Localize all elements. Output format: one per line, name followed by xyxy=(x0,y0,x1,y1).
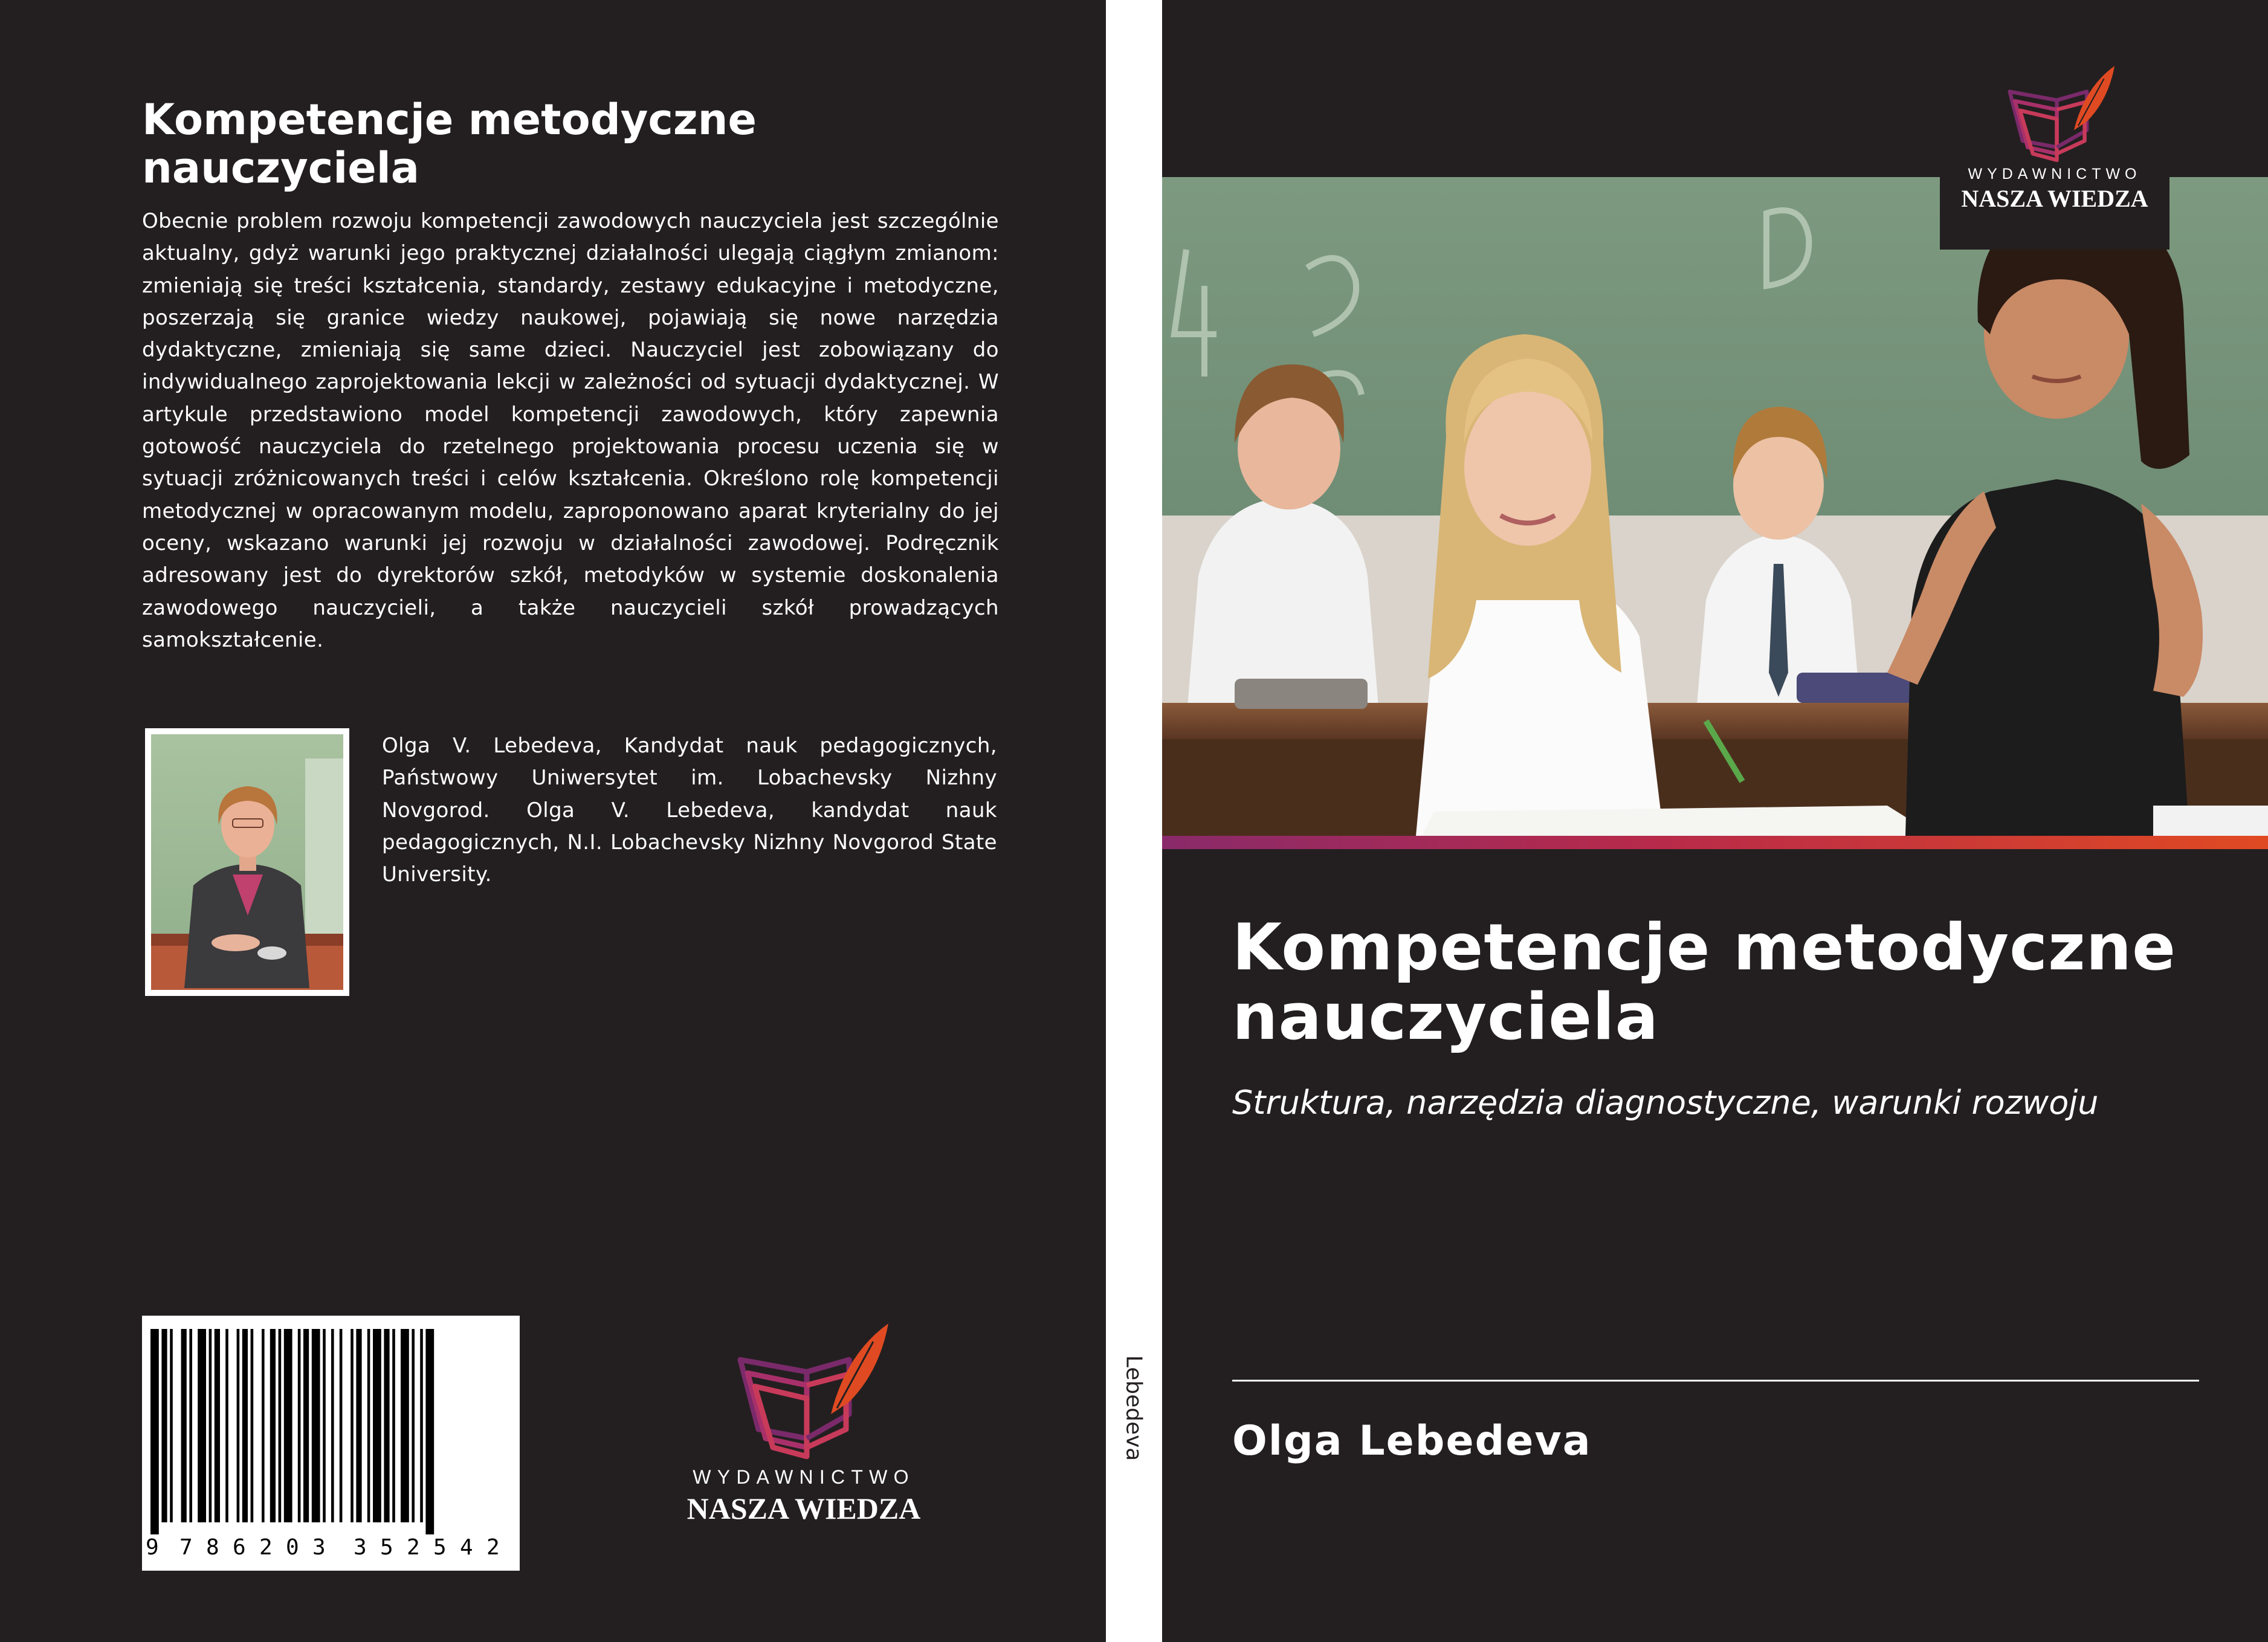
barcode-bar xyxy=(279,1329,282,1522)
publisher-name-line2: NASZA WIEDZA xyxy=(1961,185,2148,212)
front-logo-box xyxy=(1940,48,2169,250)
isbn-digit: 9 xyxy=(146,1535,159,1560)
isbn-digit: 0 xyxy=(286,1535,299,1560)
accent-stripe xyxy=(1162,836,2268,849)
barcode-bar xyxy=(198,1329,206,1522)
barcode-bar xyxy=(161,1329,167,1522)
classroom-photo xyxy=(1162,177,2268,836)
back-cover xyxy=(0,0,1106,1642)
barcode-bar xyxy=(237,1329,240,1522)
barcode-bar xyxy=(209,1329,212,1522)
isbn-digit: 2 xyxy=(407,1535,420,1560)
barcode-graphic xyxy=(142,1316,520,1571)
barcode-bar xyxy=(323,1329,326,1522)
barcode-bar xyxy=(312,1329,320,1522)
isbn-digit: 2 xyxy=(486,1535,500,1560)
divider-line xyxy=(1232,1380,2199,1382)
barcode-bar xyxy=(331,1329,334,1522)
isbn-digit: 5 xyxy=(380,1535,393,1560)
spine xyxy=(1106,0,1162,1642)
isbn-digit: 5 xyxy=(433,1535,447,1560)
isbn-barcode xyxy=(142,1316,520,1571)
barcode-bar xyxy=(356,1329,361,1522)
back-cover-blurb: Obecnie problem rozwoju kompetencji zawodowych nauczyciela jest szczególnie aktualny, gdyż warunki jego praktycznej działalności ulegają ciągłym zmianom: zmieniają się treści kształcenia, standardy, zestawy edukacyjne i metodyczne, poszerzają się granice wiedzy naukowej, pojawiają się nowe narzędzia dydaktyczne, zmieniają się same dzieci. Nauczyciel jest zobowiązany do indywidualnego zaprojektowania lekcji w zależności od sytuacji dydaktycznej. W artykule przedstawiono model kompetencji zawodowych, który zapewnia gotowość nauczyciela do rzetelnego projektowania procesu uczenia się w sytuacji zróżnicowanych treści i celów kształcenia. Określono rolę kompetencji metodycznej w opracowanym modelu, zaproponowano aparat kryterialny do jej oceny, wskazano warunki jej rozwoju w działalności zawodowej. Podręcznik adresowany jest do dyrektorów szkół, metodyków w systemie doskonalenia zawodowego nauczycieli, a także nauczycieli szkół prowadzących samokształcenie. xyxy=(142,209,999,652)
isbn-digit: 8 xyxy=(206,1535,219,1560)
barcode-bar xyxy=(181,1329,187,1522)
isbn-digit: 7 xyxy=(179,1535,193,1560)
spine-author: Lebedeva xyxy=(1121,1355,1146,1461)
publisher-name-line2: NASZA WIEDZA xyxy=(687,1492,921,1525)
barcode-bar xyxy=(284,1329,292,1522)
barcode-bar xyxy=(225,1329,228,1522)
publisher-name-line1: WYDAWNICTWO xyxy=(693,1466,915,1488)
isbn-digit: 2 xyxy=(259,1535,273,1560)
isbn-digit: 3 xyxy=(312,1535,326,1560)
barcode-bar xyxy=(215,1329,220,1522)
isbn-digit: 3 xyxy=(354,1535,367,1560)
barcode-bar xyxy=(170,1329,173,1522)
author-portrait-image xyxy=(151,734,343,990)
isbn-digit: 4 xyxy=(460,1535,473,1560)
barcode-bar xyxy=(412,1329,415,1522)
front-cover-subtitle: Struktura, narzędzia diagnostyczne, warunki rozwoju xyxy=(1232,1084,2099,1122)
barcode-bar xyxy=(270,1329,276,1522)
front-cover-title: Kompetencje metodyczne nauczyciela xyxy=(1232,910,2177,1054)
barcode-bar xyxy=(303,1329,309,1522)
book-quill-icon xyxy=(716,1317,891,1463)
classroom-image xyxy=(1162,177,2268,836)
front-publisher-logo xyxy=(1940,62,2169,213)
barcode-bar xyxy=(189,1329,192,1522)
isbn-digit: 6 xyxy=(233,1535,246,1560)
barcode-bar xyxy=(150,1329,159,1534)
front-cover xyxy=(1162,0,2268,1642)
barcode-bar xyxy=(420,1329,423,1522)
barcode-bar xyxy=(392,1329,395,1522)
book-quill-icon xyxy=(1991,62,2118,164)
barcode-bar xyxy=(251,1329,254,1522)
publisher-name-line1: WYDAWNICTWO xyxy=(1968,166,2142,183)
barcode-bar xyxy=(373,1329,381,1522)
author-bio: Olga V. Lebedeva, Kandydat nauk pedagogicznych, Państwowy Uniwersytet im. Lobachevsky Nizhny Novgorod. Olga V. Lebedeva, kandydat nauk pedagogicznych, N.I. Lobachevsky Nizhny Novgorod State University. xyxy=(382,734,997,887)
barcode-bar xyxy=(425,1329,434,1534)
back-publisher-logo xyxy=(653,1317,955,1526)
barcode-bar xyxy=(298,1329,301,1522)
barcode-bar xyxy=(340,1329,343,1522)
barcode-bar xyxy=(367,1329,370,1522)
author-photo xyxy=(145,728,349,996)
barcode-bar xyxy=(384,1329,389,1522)
barcode-bar xyxy=(401,1329,409,1522)
barcode-bar xyxy=(262,1329,265,1522)
front-cover-author: Olga Lebedeva xyxy=(1232,1417,1592,1465)
barcode-bar xyxy=(351,1329,354,1522)
barcode-bar xyxy=(242,1329,248,1522)
back-cover-title: Kompetencje metodyczne nauczyciela xyxy=(142,95,757,193)
